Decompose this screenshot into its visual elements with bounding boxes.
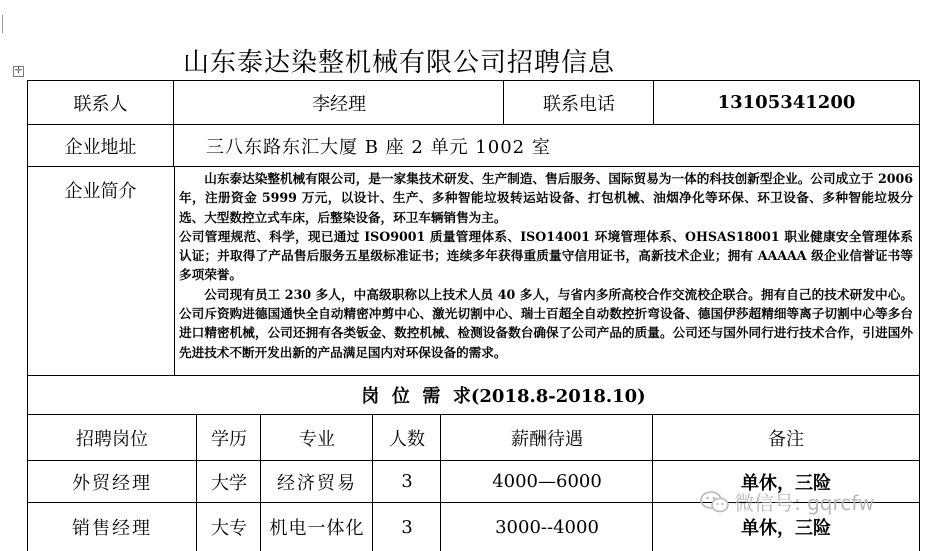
intro-paragraph: 山东泰达染整机械有限公司，是一家集技术研发、生产制造、售后服务、国际贸易为一体的科技创新型企业。公司成立于 2006 年，注册资金 5999 万元，以设计、生产、多种智能垃圾转运站设备、打包机械、油烟净化等环保、环卫设备、多种智能垃圾分选、大型数控立式车床，后整染设备，环卫车辆销售为主。 — [179, 171, 913, 225]
position-salary: 3000--4000 — [440, 503, 653, 551]
contact-phone-value: 13105341200 — [653, 81, 919, 124]
position-education: 大学 — [196, 461, 261, 502]
contact-row — [28, 81, 919, 125]
position-title: 销售经理 — [72, 518, 152, 539]
position-major: 机电一体化 — [260, 503, 373, 551]
position-education: 大专 — [196, 503, 261, 551]
position-title: 外贸经理 — [72, 472, 152, 494]
col-header-major: 专业 — [260, 415, 373, 460]
intro-paragraph: 公司管理规范、科学，现已通过 ISO9001 质量管理体系、ISO14001 环境管理体系、OHSAS18001 职业健康安全管理体系认证；并取得了产品售后服务五星级标准证书；连续多年获得重质量守信用证书，高新技术企业；拥有 AAAAA 级企业信誉证书等多项荣誉。 — [179, 228, 913, 283]
intro-text — [174, 167, 919, 375]
wechat-watermark — [700, 487, 874, 516]
position-major: 经济贸易 — [260, 461, 373, 502]
page-edge-mark — [2, 15, 3, 33]
position-note: 单休，三险 — [652, 461, 919, 502]
address-row — [28, 125, 919, 167]
position-count: 3 — [372, 503, 441, 551]
recruitment-table — [27, 80, 920, 551]
table-move-handle-icon[interactable]: ✛ — [14, 66, 23, 76]
page-title: 山东泰达染整机械有限公司招聘信息 — [183, 48, 616, 78]
contact-person-label: 联系人 — [73, 93, 128, 115]
col-header-title: 招聘岗位 — [76, 428, 148, 450]
col-header-education: 学历 — [196, 415, 261, 460]
position-salary: 4000—6000 — [440, 461, 653, 502]
contact-person-value: 李经理 — [173, 81, 504, 124]
positions-heading-row — [28, 376, 919, 415]
address-label: 企业地址 — [64, 136, 137, 158]
address-value: 三八东路东汇大厦 B 座 2 单元 1002 室 — [173, 125, 919, 166]
wechat-icon — [700, 490, 730, 514]
intro-label: 企业简介 — [64, 181, 137, 202]
col-header-salary: 薪酬待遇 — [440, 415, 653, 460]
position-note: 单休，三险 — [652, 503, 919, 551]
positions-heading: 岗 位 需 求(2018.8-2018.10) — [361, 386, 646, 407]
positions-header-row — [28, 415, 919, 461]
contact-phone-label: 联系电话 — [503, 81, 654, 124]
col-header-note: 备注 — [652, 415, 919, 460]
col-header-count: 人数 — [372, 415, 441, 460]
intro-paragraph: 公司现有员工 230 多人，中高级职称以上技术人员 40 多人，与省内多所高校合作交流校企联合。拥有自己的技术研发中心。公司斥资购进德国通快全自动精密冲剪中心、激光切割中心、瑞士百超全自动数控折弯设备、德国伊莎超精细等离子切割中心等多台进口精密机械，公司还拥有各类钣金、数控机械、检测设备数台确保了公司产品的质量。公司还与国外同行进行技术合作，引进国外先进技术不断开发出新的产品满足国内对环保设备的需求。 — [179, 286, 913, 360]
intro-row — [28, 167, 919, 376]
watermark-text: 微信号: gqrcfw — [734, 491, 875, 515]
position-count: 3 — [372, 461, 441, 502]
